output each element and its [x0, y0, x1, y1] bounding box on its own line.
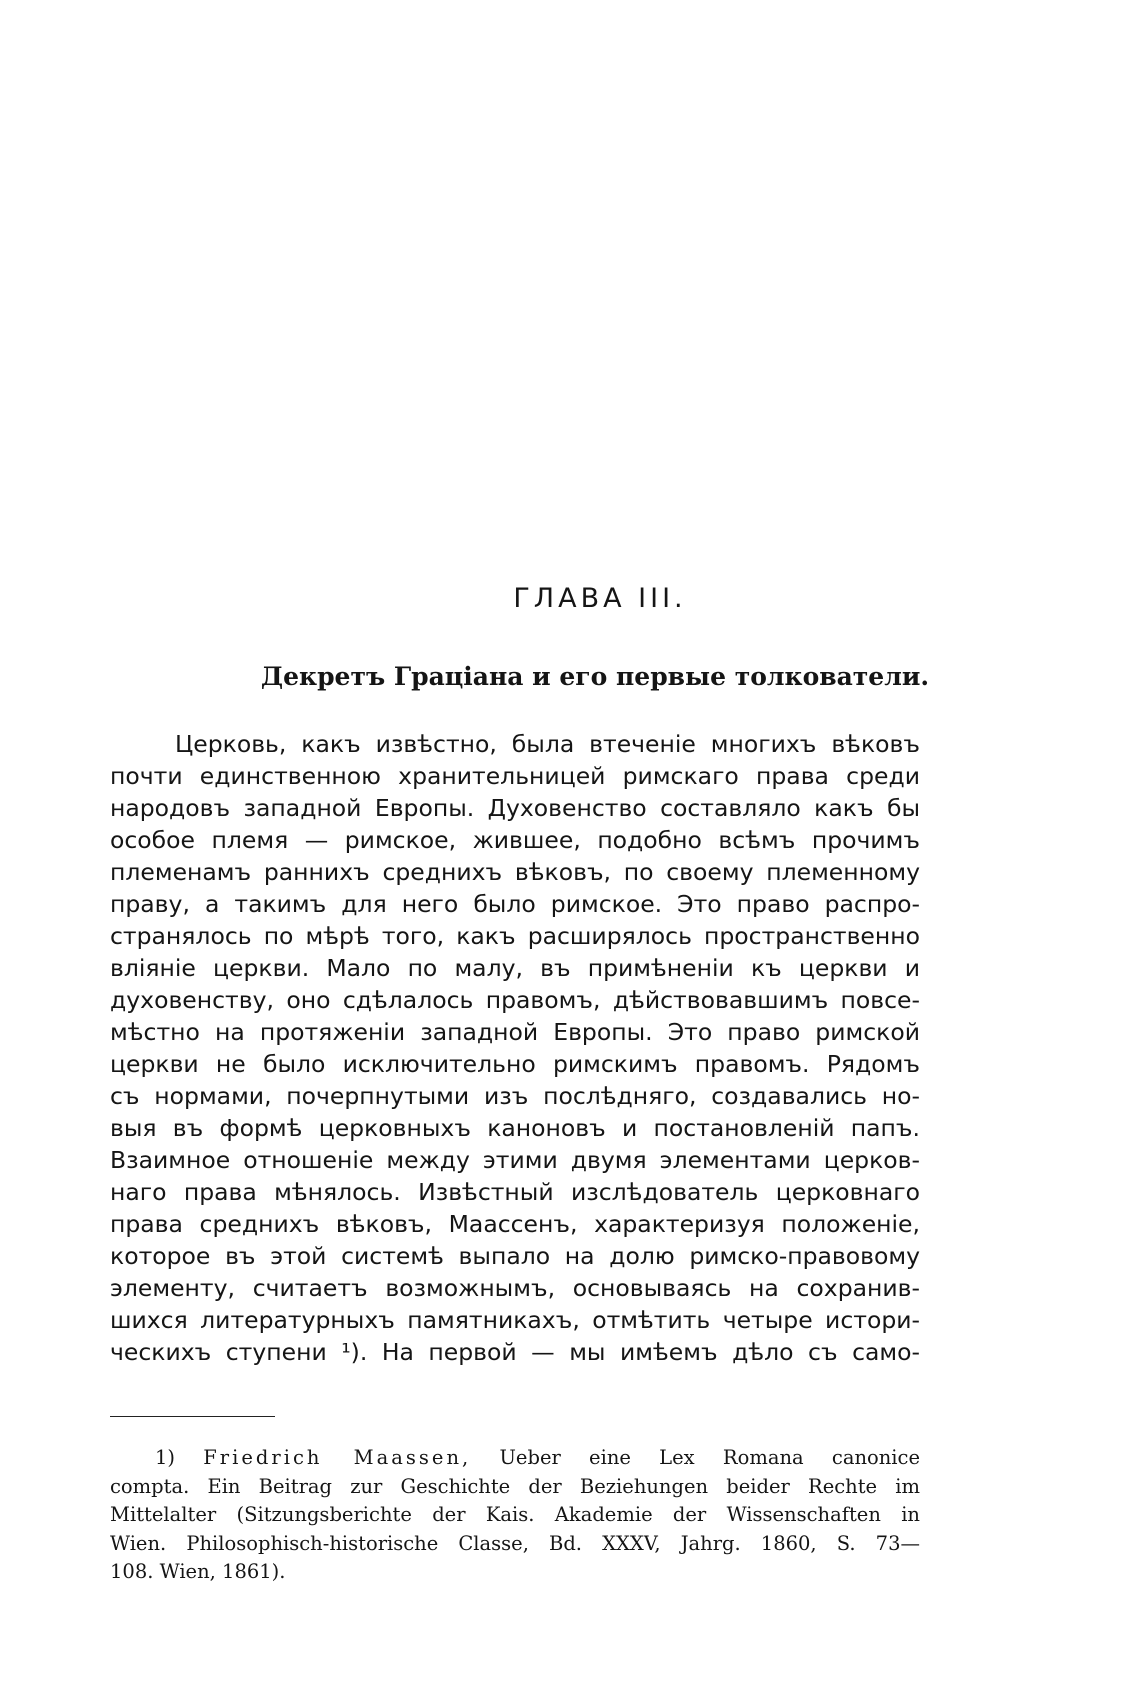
chapter-title: ГЛАВА III.: [513, 583, 687, 614]
footnote-line: compta. Ein Beitrag zur Geschichte der Beziehungen beider Rechte im: [110, 1474, 920, 1498]
body-line: элементу, считаетъ возможнымъ, основываясь на сохранив-: [110, 1274, 920, 1302]
body-line: мѣстно на протяженіи западной Европы. Это право римской: [110, 1018, 920, 1046]
body-line: племенамъ раннихъ среднихъ вѣковъ, по своему племенному: [110, 858, 920, 886]
body-line: почти единственною хранительницей римскаго права среди: [110, 762, 920, 790]
body-line: Церковь, какъ извѣстно, была втеченіе многихъ вѣковъ: [175, 730, 920, 758]
body-line: шихся литературныхъ памятникахъ, отмѣтить четыре истори-: [110, 1306, 920, 1334]
body-line: ческихъ ступени ¹). На первой — мы имѣемъ дѣло съ само-: [110, 1338, 920, 1366]
body-line: права среднихъ вѣковъ, Маассенъ, характеризуя положеніе,: [110, 1210, 920, 1238]
footnote-marker: 1): [155, 1446, 176, 1469]
body-line: выя въ формѣ церковныхъ каноновъ и постановленій папъ.: [110, 1114, 920, 1142]
body-line: съ нормами, почерпнутыми изъ послѣдняго, создавались но-: [110, 1082, 920, 1110]
body-line: особое племя — римское, жившее, подобно всѣмъ прочимъ: [110, 826, 920, 854]
body-line: наго права мѣнялось. Извѣстный изслѣдователь церковнаго: [110, 1178, 920, 1206]
footnote-title: Ueber eine Lex Romana canonice: [499, 1446, 920, 1469]
footnote-line: [110, 1444, 920, 1473]
footnote-line: 108. Wien, 1861).: [110, 1560, 286, 1583]
body-line: церкви не было исключительно римскимъ правомъ. Рядомъ: [110, 1050, 920, 1078]
body-line: Взаимное отношеніе между этими двумя элементами церков-: [110, 1146, 920, 1174]
body-line: которое въ этой системѣ выпало на долю римско-правовому: [110, 1242, 920, 1270]
body-line: праву, а такимъ для него было римское. Это право распро-: [110, 890, 920, 918]
footnote-line: Wien. Philosophisch-historische Classe, Bd. XXXV, Jahrg. 1860, S. 73—: [110, 1531, 920, 1555]
body-line: вліяніе церкви. Мало по малу, въ примѣненіи къ церкви и: [110, 954, 920, 982]
footnote-line: Mittelalter (Sitzungsberichte der Kais. Akademie der Wissenschaften in: [110, 1503, 920, 1526]
footnote: [110, 1444, 920, 1587]
body-line: странялось по мѣрѣ того, какъ расширялось пространственно: [110, 922, 920, 950]
body-line: народовъ западной Европы. Духовенство составляло какъ бы: [110, 794, 920, 822]
footnote-divider: [110, 1416, 275, 1417]
body-text: [110, 728, 920, 1368]
chapter-subtitle: Декретъ Граціана и его первые толкователи.: [260, 662, 930, 691]
footnote-author: Friedrich Maassen,: [203, 1446, 472, 1469]
body-line: духовенству, оно сдѣлалось правомъ, дѣйствовавшимъ повсе-: [110, 986, 920, 1014]
